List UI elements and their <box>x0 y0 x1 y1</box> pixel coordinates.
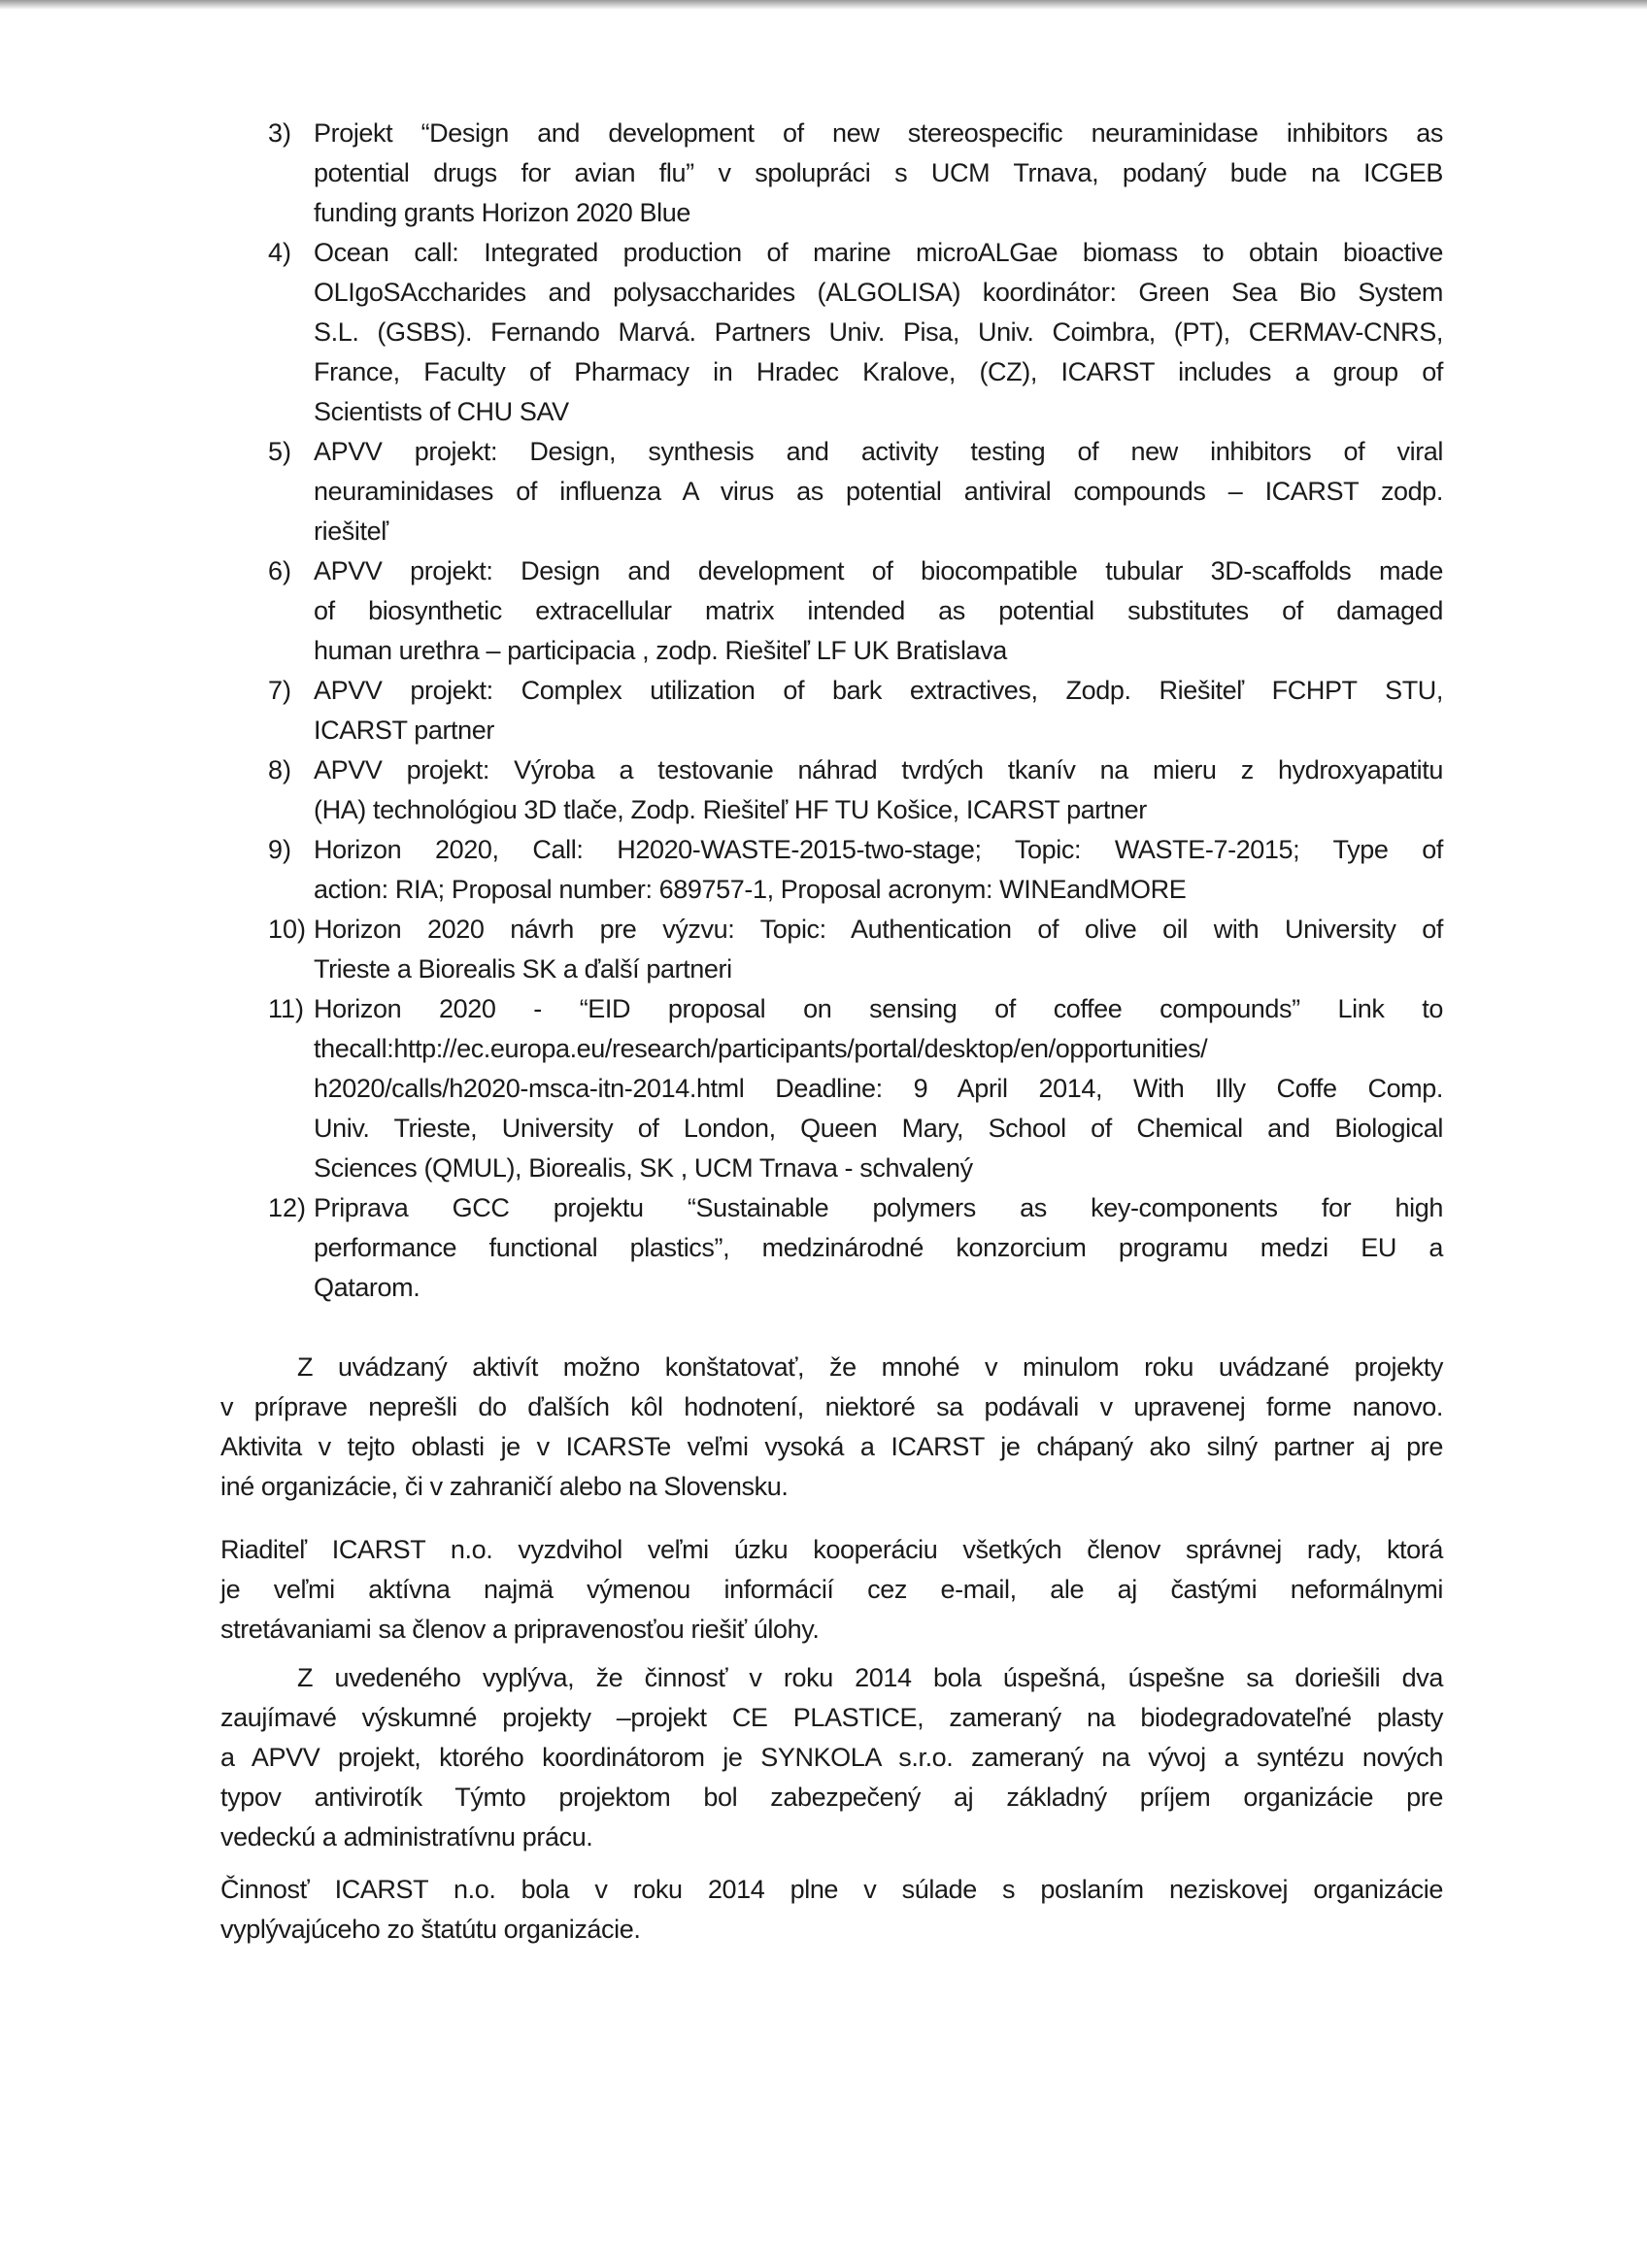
list-item-text-line: APVV projekt: Design, synthesis and activity testing of new inhibitors of viral <box>314 437 1443 466</box>
list-item <box>268 671 1443 750</box>
list-item <box>268 551 1443 671</box>
list-item <box>268 910 1443 989</box>
paragraph-text-line: vedeckú a administratívnu prácu. <box>220 1822 593 1851</box>
list-item-number: 4) <box>268 238 292 267</box>
list-item <box>268 432 1443 551</box>
paragraph-activities-summary <box>220 1348 1443 1507</box>
paragraph-text-line: Činnosť ICARST n.o. bola v roku 2014 plne v súlade s poslaním neziskovej organizácie <box>220 1875 1443 1904</box>
paragraph-text-line: Z uvedeného vyplýva, že činnosť v roku 2014 bola úspešná, úspešne sa doriešili dva <box>297 1663 1443 1692</box>
list-item-text-line: ICARST partner <box>314 716 494 745</box>
list-item-number: 10) <box>268 915 307 944</box>
list-item-text-line: action: RIA; Proposal number: 689757-1, Proposal acronym: WINEandMORE <box>314 875 1187 904</box>
list-item-text-line: APVV projekt: Design and development of biocompatible tubular 3D-scaffolds made <box>314 556 1443 585</box>
list-item-text-line: neuraminidases of influenza A virus as potential antiviral compounds – ICARST zodp. <box>314 477 1443 506</box>
list-item <box>268 830 1443 910</box>
list-item-text-line: Sciences (QMUL), Biorealis, SK , UCM Trnava - schvalený <box>314 1153 973 1183</box>
list-item-text-line: riešiteľ <box>314 517 388 546</box>
list-item-text-line: human urethra – participacia , zodp. Riešiteľ LF UK Bratislava <box>314 636 1007 665</box>
list-item-number: 8) <box>268 755 292 784</box>
list-item-text-line: APVV projekt: Výroba a testovanie náhrad tvrdých tkanív na mieru z hydroxyapatitu <box>314 755 1443 784</box>
paragraph-text-line: je veľmi aktívna najmä výmenou informácií cez e-mail, ale aj častými neformálnymi <box>220 1575 1443 1604</box>
list-item-text-line: performance functional plastics”, medzinárodné konzorcium programu medzi EU a <box>314 1233 1443 1262</box>
paragraph-text-line: stretávaniami sa členov a pripravenosťou riešiť úlohy. <box>220 1615 820 1644</box>
list-item-text-line: Horizon 2020, Call: H2020-WASTE-2015-two-stage; Topic: WASTE-7-2015; Type of <box>314 835 1443 864</box>
list-item-number: 12) <box>268 1193 307 1222</box>
scan-edge-shadow <box>0 0 1647 10</box>
paragraph-text-line: Aktivita v tejto oblasti je v ICARSTe veľmi vysoká a ICARST je chápaný ako silný partner aj pre <box>220 1432 1443 1461</box>
list-item-text-line: of biosynthetic extracellular matrix intended as potential substitutes of damaged <box>314 596 1443 625</box>
paragraph-2014-results <box>220 1658 1443 1857</box>
paragraph-text-line: Riaditeľ ICARST n.o. vyzdvihol veľmi úzku kooperáciu všetkých členov správnej rady, ktorá <box>220 1535 1443 1564</box>
list-item-text-line: Univ. Trieste, University of London, Queen Mary, School of Chemical and Biological <box>314 1114 1443 1143</box>
list-item-text-line: OLIgoSAccharides and polysaccharides (ALGOLISA) koordinátor: Green Sea Bio System <box>314 278 1443 307</box>
list-item-text-line: Projekt “Design and development of new stereospecific neuraminidase inhibitors as <box>314 118 1443 148</box>
list-item-number: 3) <box>268 118 292 148</box>
list-item-text-line: APVV projekt: Complex utilization of bark extractives, Zodp. Riešiteľ FCHPT STU, <box>314 676 1443 705</box>
paragraph-text-line: vyplývajúceho zo štatútu organizácie. <box>220 1915 641 1944</box>
list-item-text-line: potential drugs for avian flu” v spolupráci s UCM Trnava, podaný bude na ICGEB <box>314 158 1443 187</box>
paragraph-text-line: v príprave neprešli do ďalších kôl hodnotení, niektoré sa podávali v upravenej forme nanovo. <box>220 1392 1443 1421</box>
paragraph-director-cooperation <box>220 1530 1443 1650</box>
list-item-text-line: Qatarom. <box>314 1273 420 1302</box>
list-item-text-line: funding grants Horizon 2020 Blue <box>314 198 690 227</box>
paragraph-mission-compliance <box>220 1870 1443 1950</box>
list-item-text-line: h2020/calls/h2020-msca-itn-2014.html Deadline: 9 April 2014, With Illy Coffe Comp. <box>314 1074 1443 1103</box>
paragraph-text-line: iné organizácie, či v zahraničí alebo na Slovensku. <box>220 1472 789 1501</box>
paragraph-text-line: Z uvádzaný aktivít možno konštatovať, že mnohé v minulom roku uvádzané projekty <box>297 1352 1443 1382</box>
list-item <box>268 750 1443 830</box>
list-item <box>268 233 1443 432</box>
list-item-text-line: Horizon 2020 - “EID proposal on sensing of coffee compounds” Link to <box>314 994 1443 1023</box>
list-item-text-line: Scientists of CHU SAV <box>314 397 569 426</box>
list-item-text-line: Priprava GCC projektu “Sustainable polymers as key-components for high <box>314 1193 1443 1222</box>
list-item-text-line: thecall:http://ec.europa.eu/research/participants/portal/desktop/en/opportunities/ <box>314 1034 1208 1063</box>
list-item <box>268 114 1443 233</box>
paragraph-text-line: a APVV projekt, ktorého koordinátorom je SYNKOLA s.r.o. zameraný na vývoj a syntézu nových <box>220 1743 1443 1772</box>
list-item-text-line: Horizon 2020 návrh pre výzvu: Topic: Authentication of olive oil with University of <box>314 915 1443 944</box>
list-item-number: 11) <box>268 994 305 1023</box>
paragraph-text-line: zaujímavé výskumné projekty –projekt CE PLASTICE, zameraný na biodegradovateľné plasty <box>220 1703 1443 1732</box>
list-item-number: 9) <box>268 835 292 864</box>
list-item-text-line: Ocean call: Integrated production of marine microALGae biomass to obtain bioactive <box>314 238 1443 267</box>
list-item-number: 5) <box>268 437 292 466</box>
list-item-text-line: (HA) technológiou 3D tlače, Zodp. Riešiteľ HF TU Košice, ICARST partner <box>314 795 1147 824</box>
list-item-number: 7) <box>268 676 292 705</box>
project-list <box>268 114 1443 1308</box>
list-item-text-line: Trieste a Biorealis SK a ďalší partneri <box>314 954 732 984</box>
list-item-number: 6) <box>268 556 292 585</box>
list-item <box>268 1188 1443 1308</box>
list-item <box>268 989 1443 1188</box>
list-item-text-line: S.L. (GSBS). Fernando Marvá. Partners Univ. Pisa, Univ. Coimbra, (PT), CERMAV-CNRS, <box>314 317 1443 347</box>
list-item-text-line: France, Faculty of Pharmacy in Hradec Kralove, (CZ), ICARST includes a group of <box>314 357 1443 386</box>
paragraph-text-line: typov antivirotík Týmto projektom bol zabezpečený aj základný príjem organizácie pre <box>220 1783 1443 1812</box>
